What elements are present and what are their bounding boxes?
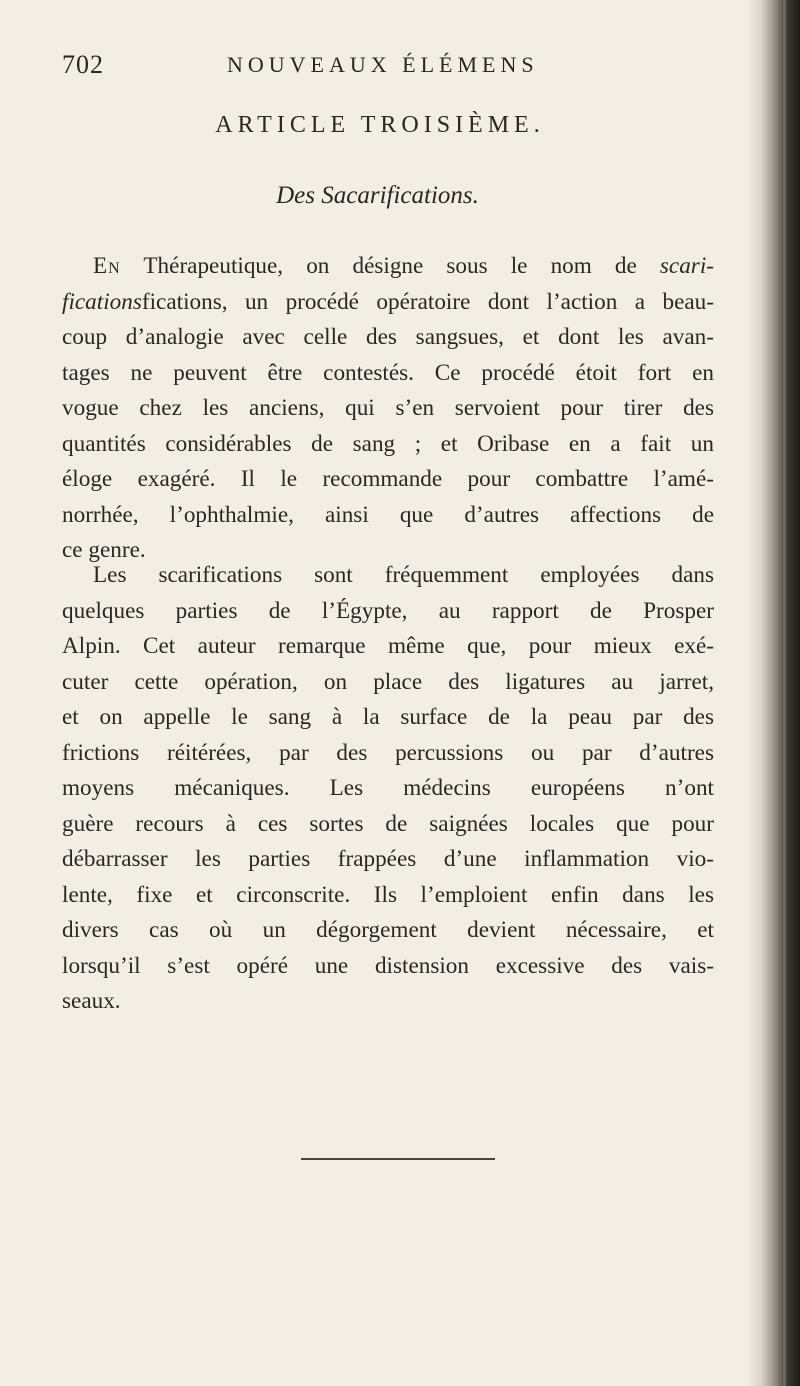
- paragraph-line: Les scarifications sont fréquemment employées dans: [93, 562, 714, 588]
- paragraph-line: seaux.: [62, 988, 121, 1014]
- section-title: [0, 182, 800, 210]
- article-heading-text: ARTICLE TROISIÈME.: [215, 112, 545, 138]
- paragraph-line: quantités considérables de sang ; et Oribase en a fait un: [62, 430, 714, 457]
- paragraph-line: éloge exagéré. Il le recommande pour combattre l’amé-: [62, 466, 714, 492]
- section-title-text: Des Sacarifications.: [276, 182, 479, 209]
- paragraph-line: lente, fixe et circonscrite. Ils l’emploient enfin dans les: [62, 881, 714, 908]
- paragraph-line: cuter cette opération, on place des ligatures au jarret,: [62, 668, 714, 695]
- running-head: [62, 50, 712, 84]
- paragraph-line: coup d’analogie avec celle des sangsues, et dont les avan-: [62, 324, 714, 350]
- paragraph-line: moyens mécaniques. Les médecins européens n’ont: [62, 775, 714, 801]
- paragraph-line: norrhée, l’ophthalmie, ainsi que d’autres affections de: [62, 501, 714, 528]
- binding-edge: [783, 0, 786, 1386]
- paragraph-line: quelques parties de l’Égypte, au rapport de Prosper: [62, 597, 714, 624]
- running-title: NOUVEAUX ÉLÉMENS: [227, 52, 539, 77]
- paragraph-line: et on appelle le sang à la surface de la peau par des: [62, 704, 714, 730]
- binding-gutter: [748, 0, 800, 1386]
- paragraph-line: guère recours à ces sortes de saignées locales que pour: [62, 810, 714, 837]
- paragraph-line: ficationsfications, un procédé opératoire dont l’action a beau-: [62, 288, 714, 315]
- paragraph-line: tages ne peuvent être contestés. Ce procédé étoit fort en: [62, 359, 714, 386]
- paragraph-line: vogue chez les anciens, qui s’en servoient pour tirer des: [62, 395, 714, 421]
- article-heading: [0, 112, 800, 139]
- paragraph-line: En Thérapeutique, on désigne sous le nom de scari-: [93, 253, 714, 279]
- page-number: 702: [62, 50, 104, 79]
- paragraph-line: Alpin. Cet auteur remarque même que, pour mieux exé-: [62, 633, 714, 659]
- paragraph-line: ce genre.: [62, 537, 146, 563]
- paragraph-line: débarrasser les parties frappées d’une inflammation vio-: [62, 846, 714, 872]
- section-end-rule: [301, 1158, 495, 1160]
- paragraph-1: [62, 249, 714, 569]
- italic-term: fications: [62, 288, 142, 315]
- paragraph-line: lorsqu’il s’est opéré une distension excessive des vais-: [62, 952, 714, 979]
- paragraph-line: divers cas où un dégorgement devient nécessaire, et: [62, 917, 714, 943]
- paragraph-2: [62, 558, 714, 1020]
- italic-term: scari-: [659, 253, 714, 279]
- opening-word: En: [93, 253, 121, 279]
- paragraph-line: frictions réitérées, par des percussions ou par d’autres: [62, 739, 714, 766]
